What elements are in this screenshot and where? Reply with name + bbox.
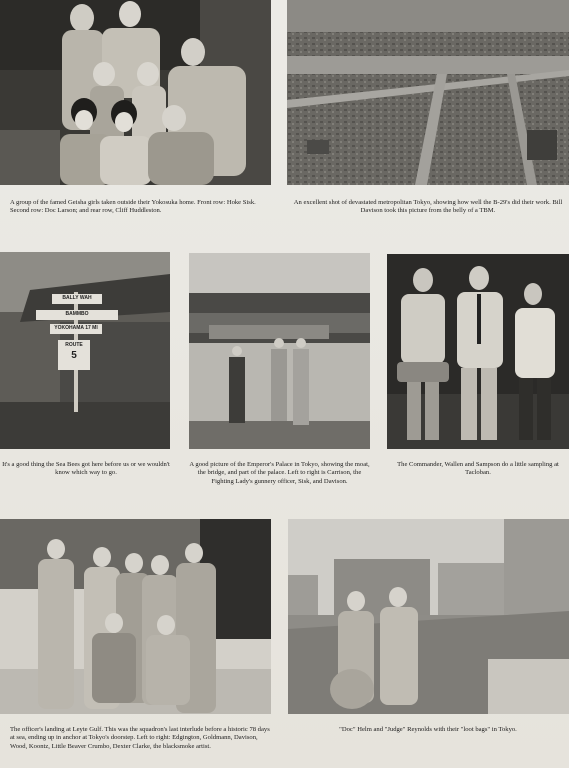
caption-leyte: The officer's landing at Leyte Gulf. This was the squadron's last interlude before a historic 78 days at sea, ending up in anchor at Tokyo's doorstep. Left to right: Edgington, Goldmann, Davison, Wood, Koontz, Little Beaver Crumbo, Dexter Clarke, the blacksmoke artist. [10, 726, 270, 750]
sign-bally: BALLY WAH [62, 295, 92, 301]
sign-route: ROUTE [65, 342, 83, 348]
photo-emperors-palace [189, 253, 370, 449]
photo-commander-tacloban [387, 254, 569, 449]
sign-yokohama: YOKOHAMA 17 MI [54, 325, 98, 331]
caption-commander: The Commander, Wallen and Sampson do a little sampling at Tacloban. [397, 461, 559, 477]
caption-palace: A good picture of the Emperor's Palace in Tokyo, showing the moat, the bridge, and part of the palace. Left to right is Carrison, the Fighting Lady's gunnery officer, Sisk, and Davison. [189, 461, 370, 485]
photo-signposts [0, 252, 170, 449]
photo-loot-bags [288, 519, 569, 714]
caption-tokyo: An excellent shot of devastated metropolitan Tokyo, showing how well the B-29's did their work. Bill Davison took this picture from the belly of a TBM. [293, 199, 563, 215]
caption-signs: It's a good thing the Sea Bees got here before us or we wouldn't know which way to go. [2, 461, 170, 477]
photo-leyte-gulf [0, 519, 271, 714]
caption-loot: "Doc" Helm and "Judge" Reynolds with their "loot bags" in Tokyo. [339, 726, 517, 733]
sign-bammbo: BAMMBO [65, 311, 89, 317]
caption-geisha: A group of the famed Geisha girls taken outside their Yokosuka home. Front row: Hoke Sisk. Second row: Doc Larson; and rear row, Cliff Huddleston. [10, 199, 256, 215]
photo-tokyo-aerial [287, 0, 569, 185]
photo-geisha-group [0, 0, 271, 185]
sign-route-number: 5 [71, 350, 77, 361]
